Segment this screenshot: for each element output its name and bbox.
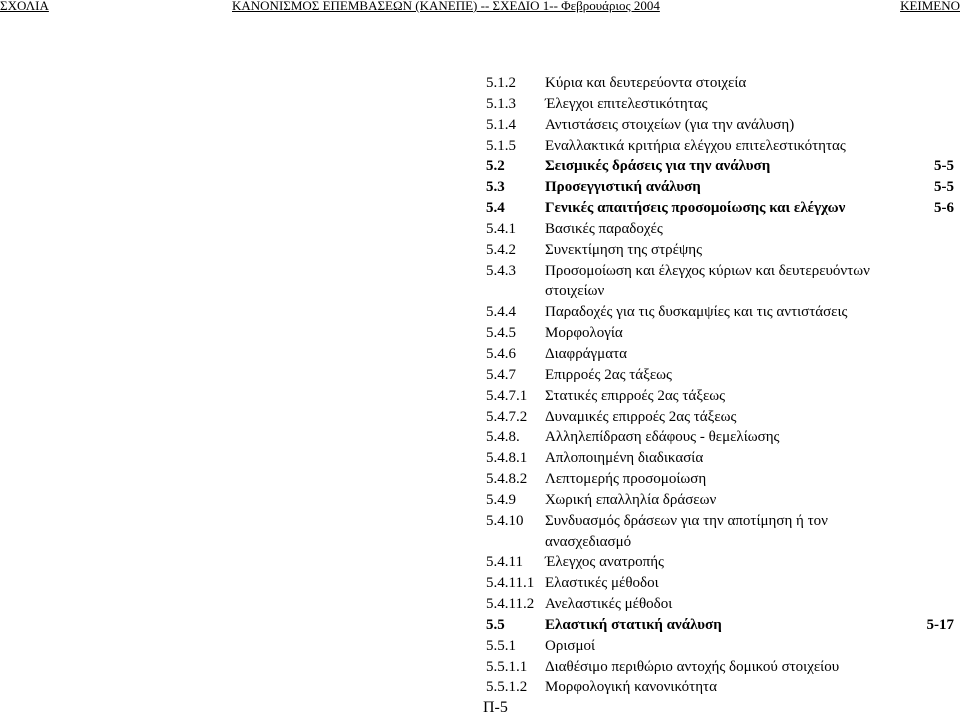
toc-entry-number: 5.4.3 xyxy=(486,262,516,279)
toc-entry-title: Παραδοχές για τις δυσκαμψίες και τις αντιστάσεις xyxy=(545,304,848,321)
toc-entry xyxy=(0,407,960,428)
toc-entry-title: Ανελαστικές μέθοδοι xyxy=(545,596,673,613)
toc-entry-title: Προσεγγιστική ανάλυση xyxy=(545,179,701,196)
toc-entry xyxy=(0,386,960,407)
toc-entry-title: Κύρια και δευτερεύοντα στοιχεία xyxy=(545,75,747,91)
toc-entry-number: 5.4.8. xyxy=(486,429,520,446)
toc-entry xyxy=(0,261,960,282)
toc-entry-number: 5.4.11.1 xyxy=(486,575,535,592)
toc-entry xyxy=(0,302,960,323)
toc-entry-title: Αλληλεπίδραση εδάφους - θεμελίωσης xyxy=(545,429,780,446)
toc-entry-number: 5.4.11.2 xyxy=(486,596,535,613)
toc-entry xyxy=(0,136,960,157)
toc-entry xyxy=(0,177,960,198)
toc-entry xyxy=(0,219,960,240)
toc-entry-number: 5.3 xyxy=(486,179,505,196)
toc-entry-title: Έλεγχος ανατροπής xyxy=(545,554,664,571)
toc-entry xyxy=(0,94,960,115)
toc-entry-number: 5.4 xyxy=(486,200,505,217)
toc-entry xyxy=(0,573,960,594)
page-number: Π-5 xyxy=(483,699,508,716)
toc-entry-page: 5-5 xyxy=(934,158,954,175)
toc-entry-title: Βασικές παραδοχές xyxy=(545,220,663,237)
toc-entry-number: 5.2 xyxy=(486,158,505,175)
toc-entry xyxy=(0,156,960,177)
toc-entry-title: Ελαστικές μέθοδοι xyxy=(545,575,659,592)
toc-entry-title: Γενικές απαιτήσεις προσομοίωσης και ελέγχων xyxy=(545,200,846,217)
toc-entry-number: 5.1.2 xyxy=(486,75,516,91)
text-link[interactable]: ΚΕΙΜΕΝΟ xyxy=(900,0,960,13)
toc-entry xyxy=(0,657,960,678)
toc-entry xyxy=(0,490,960,511)
toc-entry xyxy=(0,511,960,532)
toc-entry-page: 5-5 xyxy=(934,179,954,196)
toc-entry-page: 5-6 xyxy=(934,200,954,217)
toc-entry-number: 5.5.1.2 xyxy=(486,679,528,696)
toc-entry xyxy=(0,677,960,698)
toc-entry xyxy=(0,594,960,615)
comments-link[interactable]: ΣΧΟΛΙΑ xyxy=(0,0,49,13)
toc-entry xyxy=(0,427,960,448)
toc-entry xyxy=(0,615,960,636)
toc-entry-title: Επιρροές 2ας τάξεως xyxy=(545,366,672,383)
toc-entry-number: 5.4.2 xyxy=(486,241,516,258)
toc-entry-title: Προσομοίωση και έλεγχος κύριων και δευτερευόντων xyxy=(545,262,870,279)
toc-entry-page: 5-17 xyxy=(926,616,954,633)
toc-entry-number: 5.1.5 xyxy=(486,137,516,154)
toc-entry-number: 5.5 xyxy=(486,616,505,633)
toc-entry-number: 5.5.1.1 xyxy=(486,658,528,675)
toc-entry xyxy=(0,532,960,553)
toc-entry-title: Χωρική επαλληλία δράσεων xyxy=(545,491,717,508)
toc-entry-title: Διαθέσιμο περιθώριο αντοχής δομικού στοιχείου xyxy=(545,658,840,675)
toc-entry-number: 5.4.11 xyxy=(486,554,523,571)
toc-entry-title: Διαφράγματα xyxy=(545,345,627,362)
toc-entry-number: 5.4.1 xyxy=(486,220,516,237)
toc-entry-number: 5.4.10 xyxy=(486,512,524,529)
toc-entry-number: 5.5.1 xyxy=(486,637,516,654)
toc-entry-number: 5.4.5 xyxy=(486,325,516,342)
toc-entry-title: Μορφολογία xyxy=(545,325,623,342)
toc-entry-title: Απλοποιημένη διαδικασία xyxy=(545,450,704,467)
toc-entry-title: Αντιστάσεις στοιχείων (για την ανάλυση) xyxy=(545,116,795,133)
toc-entry xyxy=(0,281,960,302)
toc-entry-number: 5.4.7.2 xyxy=(486,408,528,425)
toc-entry-number: 5.4.4 xyxy=(486,304,516,321)
document-header xyxy=(0,0,960,20)
toc-entry xyxy=(0,448,960,469)
toc-entry xyxy=(0,469,960,490)
toc-entry xyxy=(0,240,960,261)
document-title-link[interactable]: ΚΑΝΟΝΙΣΜΟΣ ΕΠΕΜΒΑΣΕΩΝ (ΚΑΝΕΠΕ) -- ΣΧΕΔΙΟ 1-- Φεβρουάριος 2004 xyxy=(232,0,660,13)
toc-entry-number: 5.4.7.1 xyxy=(486,387,528,404)
toc-entry-number: 5.4.8.1 xyxy=(486,450,528,467)
toc-entry-title: ανασχεδιασμό xyxy=(545,533,632,550)
toc-entry xyxy=(0,636,960,657)
toc-entry xyxy=(0,198,960,219)
toc-entry-title: Σεισμικές δράσεις για την ανάλυση xyxy=(545,158,771,175)
toc-entry xyxy=(0,365,960,386)
toc-entry-number: 5.1.4 xyxy=(486,116,516,133)
toc-entry-title: Ελαστική στατική ανάλυση xyxy=(545,616,722,633)
toc-entry xyxy=(0,552,960,573)
toc-entry-title: Λεπτομερής προσομοίωση xyxy=(545,471,707,488)
toc-entry-title: Στατικές επιρροές 2ας τάξεως xyxy=(545,387,726,404)
toc-entry-title: στοιχείων xyxy=(545,283,605,300)
toc-entry-title: Συνεκτίμηση της στρέψης xyxy=(545,241,703,258)
toc-entry-number: 5.4.9 xyxy=(486,491,516,508)
toc-entry-title: Έλεγχοι επιτελεστικότητας xyxy=(545,95,708,112)
toc-entry-title: Συνδυασμός δράσεων για την αποτίμηση ή τον xyxy=(545,512,828,529)
toc-entry-number: 5.1.3 xyxy=(486,95,516,112)
toc-entry xyxy=(0,344,960,365)
toc-entry xyxy=(0,323,960,344)
toc-entry-number: 5.4.6 xyxy=(486,345,516,362)
toc-entry-title: Δυναμικές επιρροές 2ας τάξεως xyxy=(545,408,737,425)
toc-entry-number: 5.4.7 xyxy=(486,366,516,383)
toc-entry xyxy=(0,73,960,94)
toc-entry-title: Εναλλακτικά κριτήρια ελέγχου επιτελεστικότητας xyxy=(545,137,846,154)
toc-entry-number: 5.4.8.2 xyxy=(486,471,528,488)
toc-entry-title: Ορισμοί xyxy=(545,637,596,654)
table-of-contents xyxy=(0,73,960,698)
toc-entry-title: Μορφολογική κανονικότητα xyxy=(545,679,717,696)
toc-entry xyxy=(0,115,960,136)
